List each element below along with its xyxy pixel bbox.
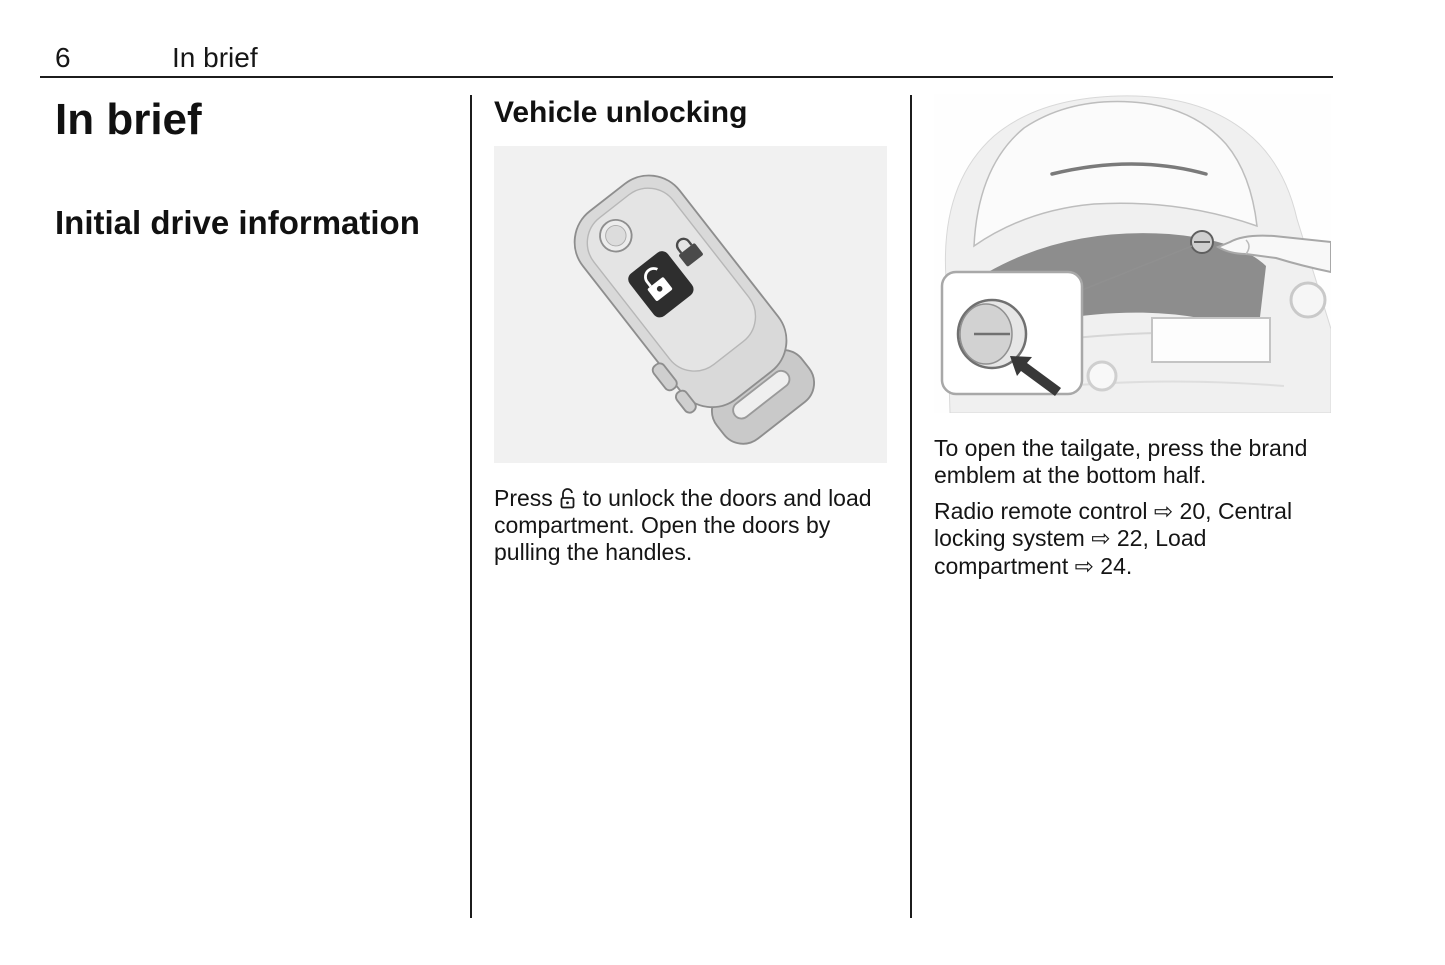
ref-text-load-compartment: Load compartment <box>934 525 1207 579</box>
reference-arrow-icon: ⇨ <box>1091 525 1111 552</box>
key-fob-figure <box>494 146 887 463</box>
middle-column <box>494 96 887 566</box>
brand-emblem <box>1191 231 1213 253</box>
page-number: 6 <box>55 42 71 73</box>
reference-arrow-icon: ⇨ <box>1153 498 1174 525</box>
key-fob-illustration <box>494 146 887 463</box>
tailgate-paragraph: To open the tailgate, press the brand emblem at the bottom half. <box>934 435 1308 489</box>
fog-light-right <box>1291 283 1325 317</box>
chapter-title: In brief <box>55 95 202 144</box>
header-divider <box>40 76 1333 78</box>
ref-page-22: 22, <box>1110 525 1156 552</box>
right-column <box>934 94 1331 580</box>
reference-paragraph <box>934 498 1331 579</box>
reference-arrow-icon: ⇨ <box>1074 552 1094 579</box>
section-title: Initial drive information <box>55 204 420 242</box>
topic-heading-vehicle-unlocking: Vehicle unlocking <box>494 96 748 129</box>
left-column <box>55 96 440 242</box>
running-header-title: In brief <box>172 42 258 73</box>
emblem-inset-detail <box>942 272 1082 396</box>
ref-page-20: 20, <box>1173 498 1218 525</box>
tailgate-figure <box>934 94 1331 413</box>
unlock-instruction: to unlock the doors and load compartment. Open the doors by pulling the handles. <box>494 485 872 566</box>
unlock-icon <box>559 485 576 512</box>
ref-text-central-locking: Central locking system <box>934 498 1293 552</box>
column-divider-right <box>910 95 912 918</box>
ref-text-remote-control: Radio remote control <box>934 498 1154 525</box>
license-plate <box>1152 318 1270 362</box>
fog-light-left <box>1088 362 1116 390</box>
ref-page-24: 24. <box>1093 552 1133 579</box>
column-divider-left <box>470 95 472 918</box>
press-label: Press <box>494 485 560 511</box>
unlock-paragraph <box>494 485 887 566</box>
tailgate-illustration <box>934 94 1331 413</box>
